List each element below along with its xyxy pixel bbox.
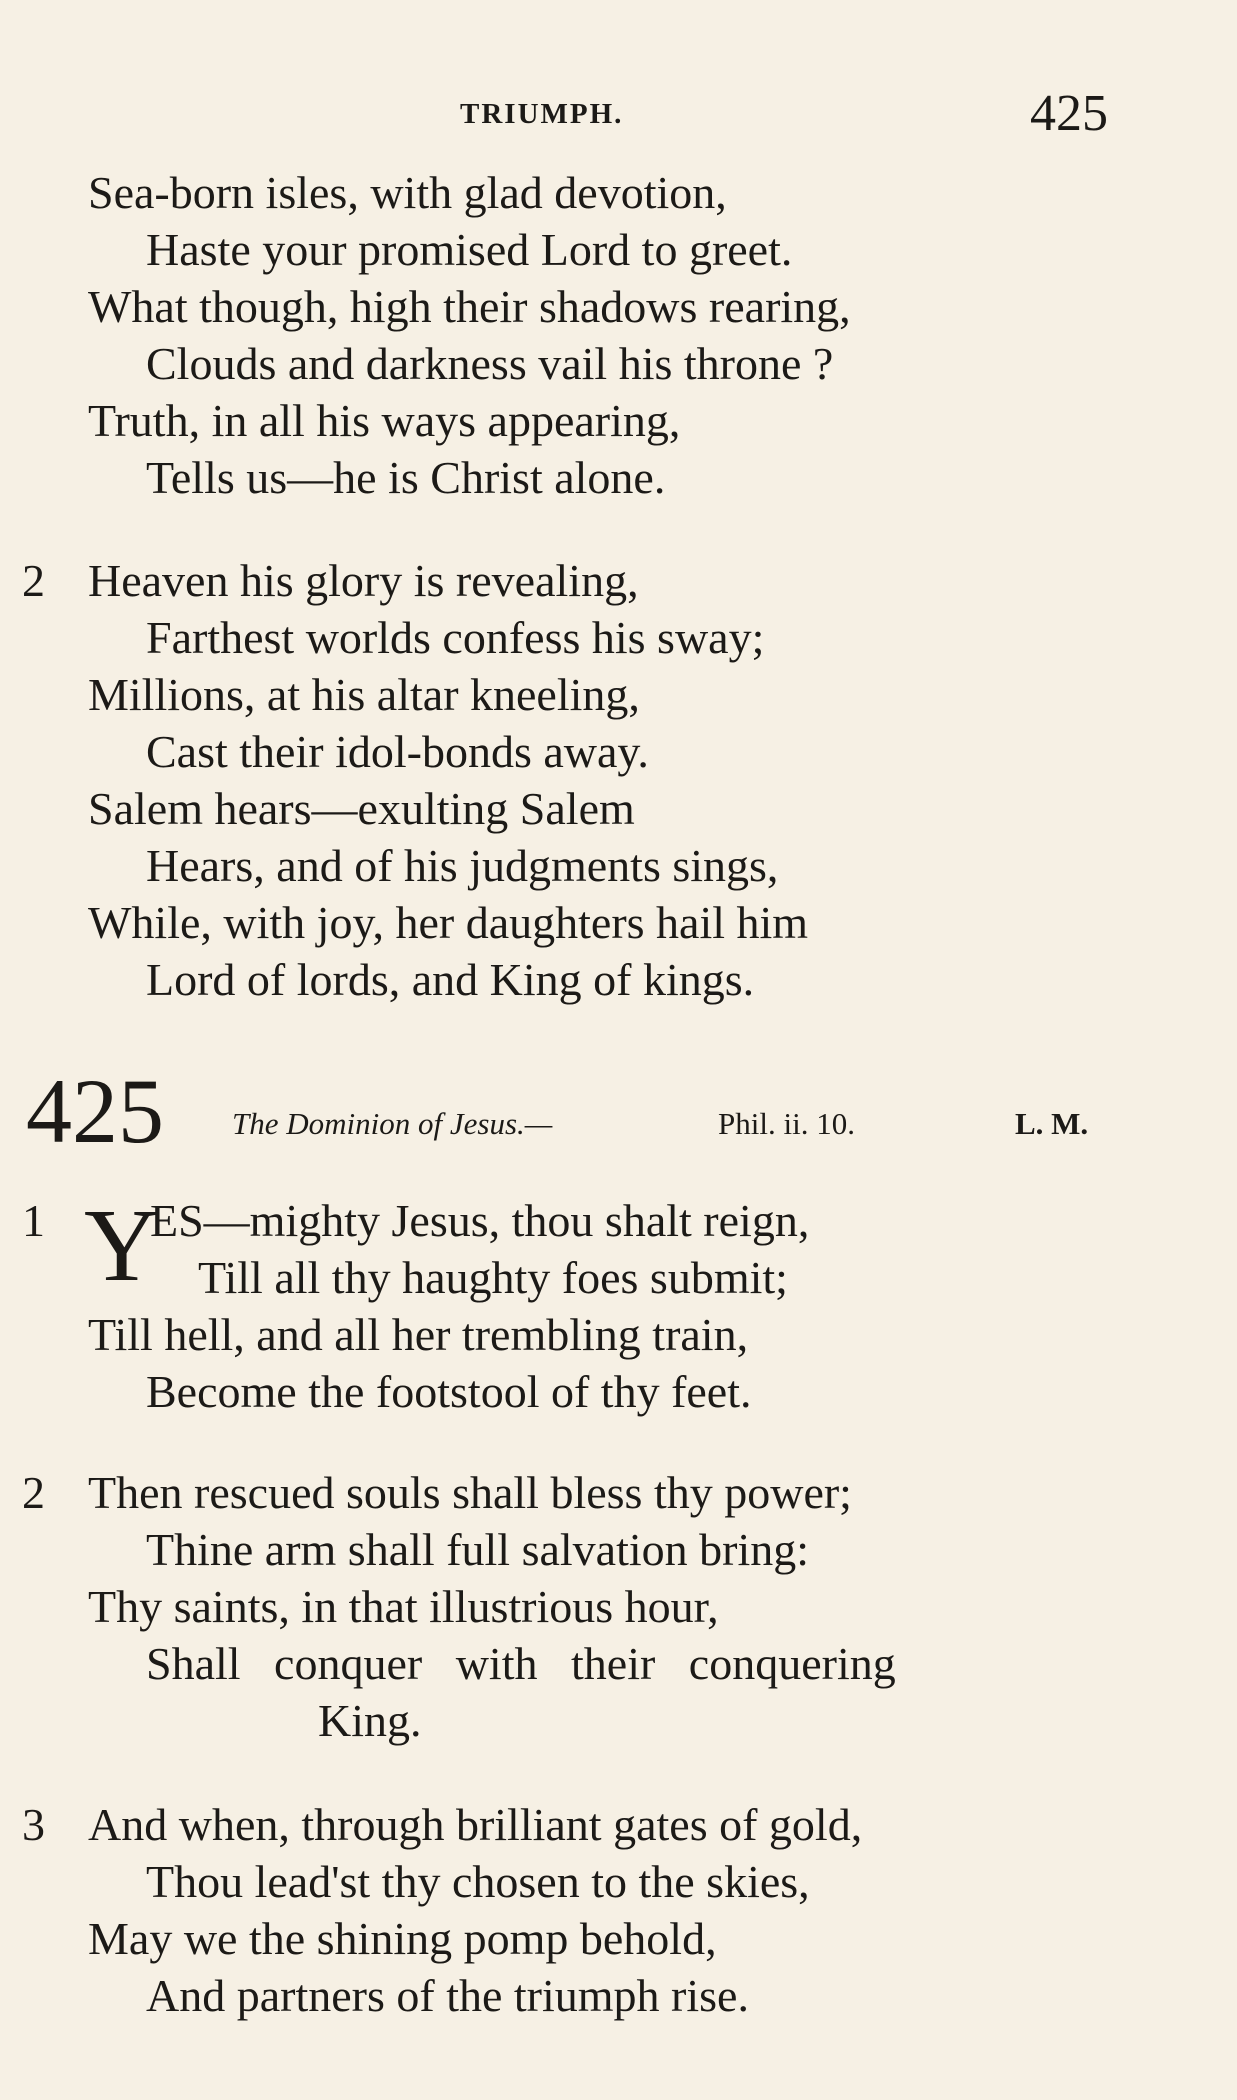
verse-line: Truth, in all his ways appearing, xyxy=(88,395,681,446)
verse-line: While, with joy, her daughters hail him xyxy=(88,897,809,948)
verse-line: Farthest worlds confess his sway; xyxy=(146,612,765,663)
verse-line: Sea-born isles, with glad devotion, xyxy=(88,167,727,218)
running-title: TRIUMPH. xyxy=(460,98,624,130)
verse-line: And partners of the triumph rise. xyxy=(146,1970,749,2021)
scripture-reference: Phil. ii. 10. xyxy=(718,1106,855,1141)
page-number: 425 xyxy=(1030,85,1108,142)
verse-line: King. xyxy=(318,1695,422,1746)
verse-line: Till hell, and all her trembling train, xyxy=(88,1309,749,1360)
verse-line: Thou lead'st thy chosen to the skies, xyxy=(146,1856,810,1907)
verse-line: Hears, and of his judgments sings, xyxy=(146,840,779,891)
verse-line: Salem hears—exulting Salem xyxy=(88,783,635,834)
stanza-number: 2 xyxy=(22,1467,45,1518)
hymn-number: 425 xyxy=(26,1060,164,1162)
stanza-number: 3 xyxy=(22,1799,45,1850)
stanza-number: 2 xyxy=(22,555,45,606)
continued-stanza xyxy=(0,164,1237,506)
verse-line: Then rescued souls shall bless thy power; xyxy=(88,1467,852,1518)
verse-line: Tells us—he is Christ alone. xyxy=(146,452,666,503)
page-header xyxy=(0,84,1237,142)
verse-line: Till all thy haughty foes submit; xyxy=(198,1252,788,1303)
verse-line: May we the shining pomp behold, xyxy=(88,1913,717,1964)
verse-line: And when, through brilliant gates of gold, xyxy=(88,1799,863,1850)
verse-line: Lord of lords, and King of kings. xyxy=(146,954,755,1005)
drop-cap: Y xyxy=(84,1188,160,1303)
hymn-title: The Dominion of Jesus.— xyxy=(232,1106,553,1141)
verse-line: Cast their idol-bonds away. xyxy=(146,726,649,777)
verse-line: Clouds and darkness vail his throne ? xyxy=(146,338,834,389)
verse-line: Millions, at his altar kneeling, xyxy=(88,669,640,720)
verse-line: Shall conquer with their conquering xyxy=(146,1638,896,1689)
stanza-2 xyxy=(0,1464,1237,1749)
verse-line: What though, high their shadows rearing, xyxy=(88,281,851,332)
verse-line: ES—mighty Jesus, thou shalt reign, xyxy=(150,1195,810,1246)
stanza-1 xyxy=(0,1188,1237,1420)
verse-line: Become the footstool of thy feet. xyxy=(146,1366,752,1417)
stanza-2-previous-hymn xyxy=(0,552,1237,1008)
hymn-meter: L. M. xyxy=(1015,1106,1089,1141)
verse-line: Heaven his glory is revealing, xyxy=(88,555,639,606)
verse-line: Thine arm shall full salvation bring: xyxy=(146,1524,810,1575)
stanza-3 xyxy=(0,1796,1237,2024)
verse-line: Haste your promised Lord to greet. xyxy=(146,224,793,275)
stanza-number: 1 xyxy=(22,1195,45,1246)
verse-line: Thy saints, in that illustrious hour, xyxy=(88,1581,719,1632)
hymn-heading xyxy=(0,1060,1237,1162)
